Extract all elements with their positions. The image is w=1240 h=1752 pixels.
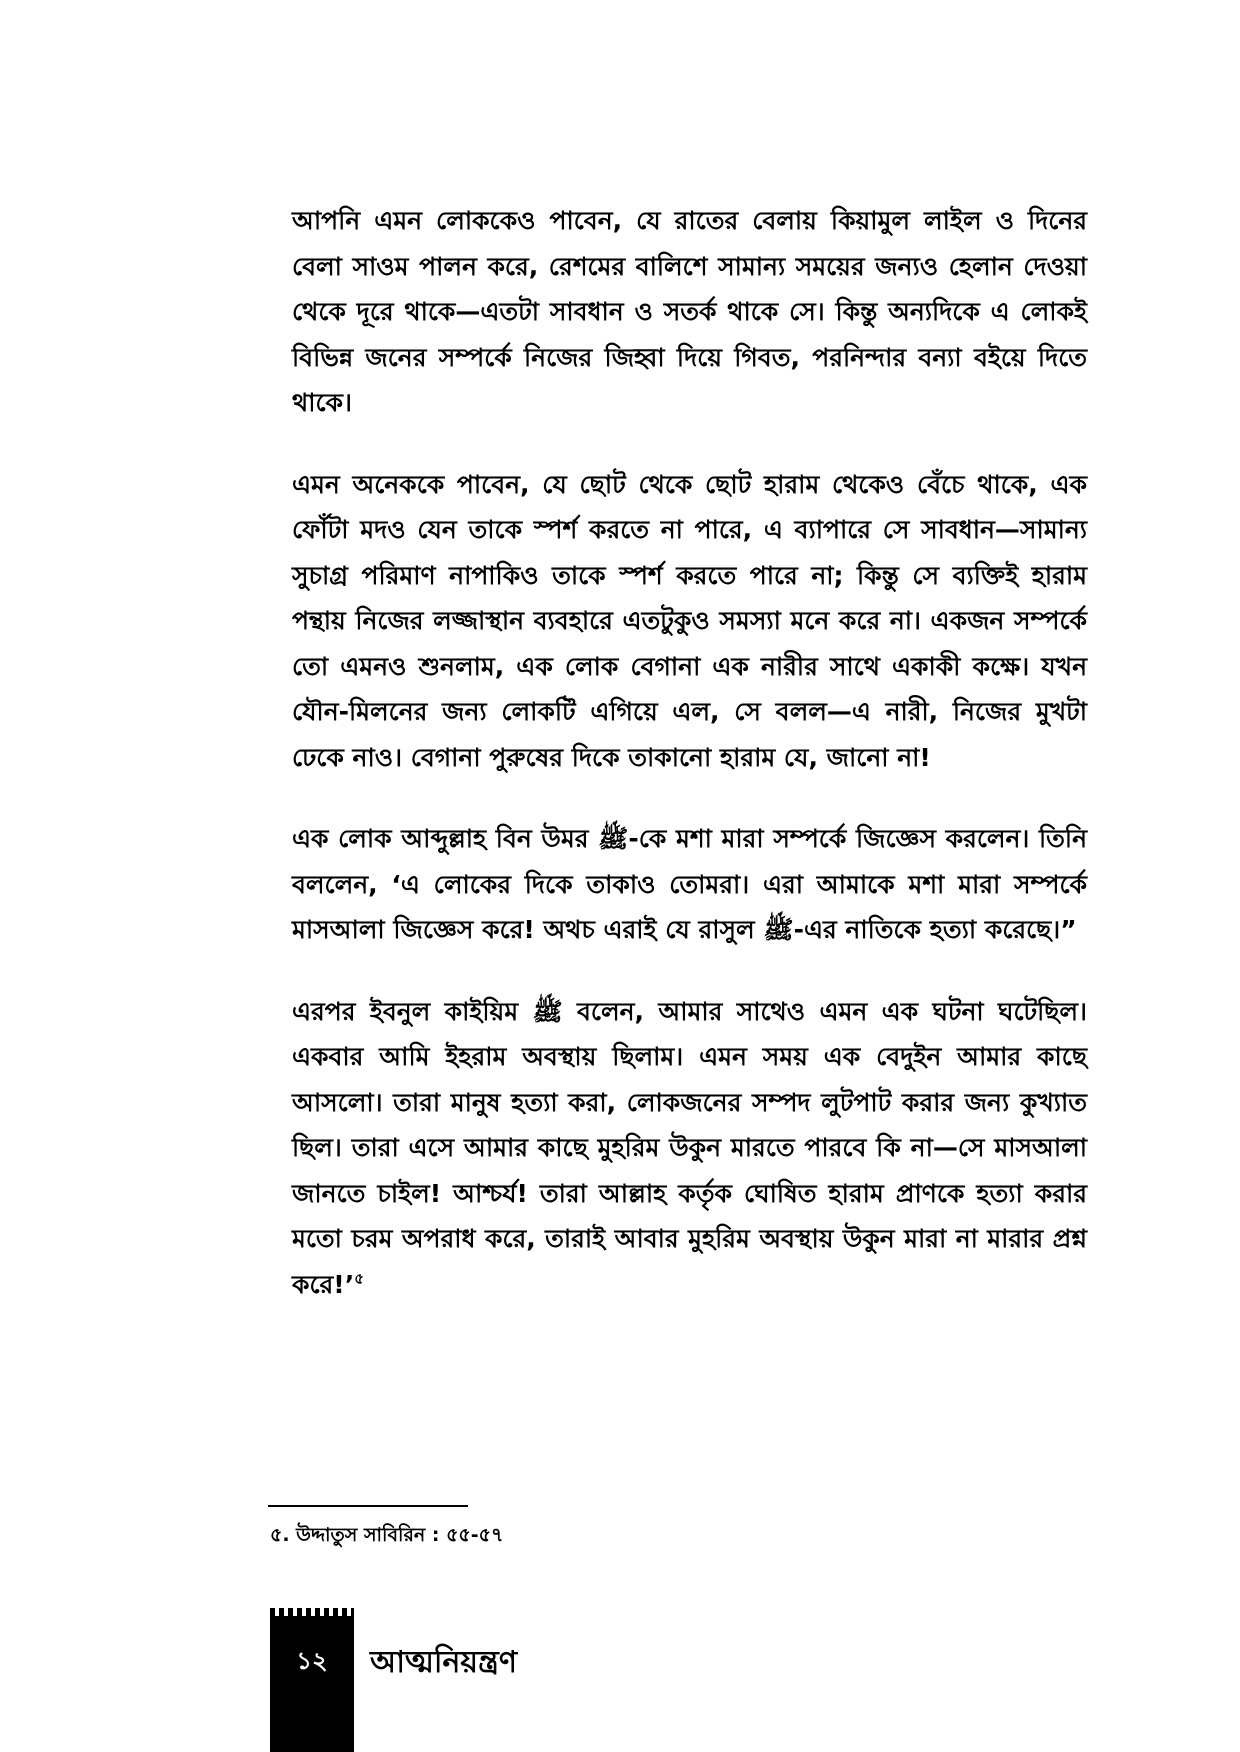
page-number: ১২: [296, 1647, 328, 1675]
footnote: ৫. উদ্দাতুস সাবিরিন : ৫৫-৫৭: [270, 1524, 504, 1546]
footnote-marker: ৫: [354, 1269, 364, 1288]
page-number-tab: [270, 1608, 354, 1752]
main-text: [292, 198, 1087, 1343]
paragraph-2: এমন অনেককে পাবেন, যে ছোট থেকে ছোট হারাম থেকেও বেঁচে থাকে, এক ফোঁটা মদও যেন তাকে স্পর্শ করতে না পারে, এ ব্যাপারে সে সাবধান—সামান্য সুচাগ্র পরিমাণ নাপাকিও তাকে স্পর্শ করতে পারে না; কিন্তু সে ব্যক্তিই হারাম পন্থায় নিজের লজ্জাস্থান ব্যবহারে এতটুকুও সমস্যা মনে করে না। একজন সম্পর্কে তো এমনও শুনলাম, এক লোক বেগানা এক নারীর সাথে একাকী কক্ষে। যখন যৌন-মিলনের জন্য লোকটি এগিয়ে এল, সে বলল—এ নারী, নিজের মুখটা ঢেকে নাও। বেগানা পুরুষের দিকে তাকানো হারাম যে, জানো না!: [292, 469, 1087, 772]
tab-tick-pattern: [270, 1608, 354, 1616]
paragraph-1: আপনি এমন লোককেও পাবেন, যে রাতের বেলায় কিয়ামুল লাইল ও দিনের বেলা সাওম পালন করে, রেশমের বালিশে সামান্য সময়ের জন্যও হেলান দেওয়া থেকে দূরে থাকে—এতটা সাবধান ও সতর্ক থাকে সে। কিন্তু অন্যদিকে এ লোকই বিভিন্ন জনের সম্পর্কে নিজের জিহ্বা দিয়ে গিবত, পরনিন্দার বন্যা বইয়ে দিতে থাকে।: [292, 206, 1087, 417]
running-footer-title: আত্মনিয়ন্ত্রণ: [370, 1645, 518, 1680]
paragraph-3: এক লোক আব্দুল্লাহ বিন উমর ﷺ-কে মশা মারা সম্পর্কে জিজ্ঞেস করলেন। তিনি বললেন, ‘এ লোকের দিকে তাকাও তোমরা। এরা আমাকে মশা মারা সম্পর্কে মাসআলা জিজ্ঞেস করে! অথচ এরাই যে রাসুল ﷺ-এর নাতিকে হত্যা করেছে।”: [292, 824, 1087, 944]
footnote-divider: [268, 1505, 468, 1507]
paragraph-4-text: এরপর ইবনুল কাইয়িম ﷺ বলেন, আমার সাথেও এমন এক ঘটনা ঘটেছিল। একবার আমি ইহরাম অবস্থায় ছিলাম। এমন সময় এক বেদুইন আমার কাছে আসলো। তারা মানুষ হত্যা করা, লোকজনের সম্পদ লুটপাট করার জন্য কুখ্যাত ছিল। তারা এসে আমার কাছে মুহরিম উকুন মারতে পারবে কি না—সে মাসআলা জানতে চাইল! আশ্চর্য! তারা আল্লাহ কর্তৃক ঘোষিত হারাম প্রাণকে হত্যা করার মতো চরম অপরাধ করে, তারাই আবার মুহরিম অবস্থায় উকুন মারা না মারার প্রশ্ন করে!’: [292, 996, 1087, 1299]
paragraph-4: [292, 989, 1087, 1308]
